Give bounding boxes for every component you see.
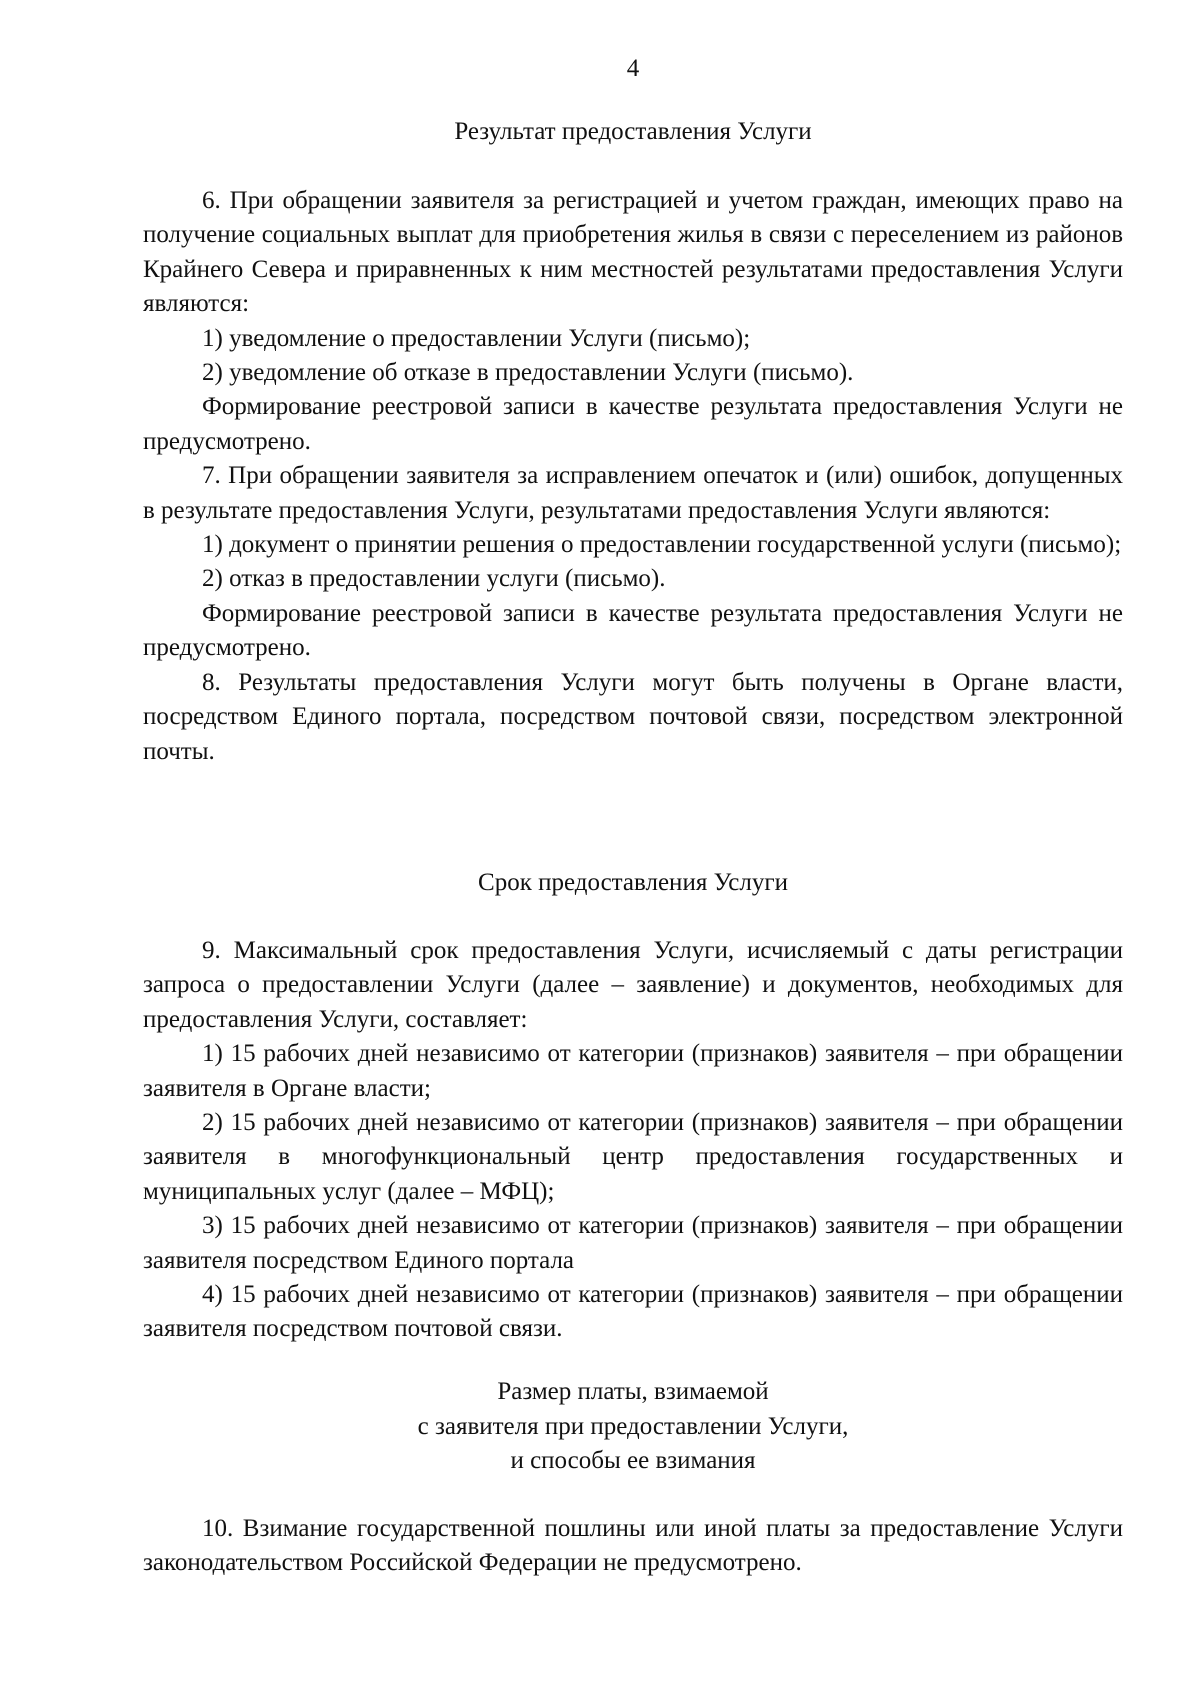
section-body-fee: [143, 1512, 1123, 1581]
section-body-result: [143, 184, 1123, 769]
heading-line: Размер платы, взимаемой: [497, 1378, 769, 1405]
paragraph: 2) уведомление об отказе в предоставлении Услуги (письмо).: [202, 359, 854, 387]
paragraph: Формирование реестровой записи в качестве результата предоставления Услуги не предусмотрено.: [143, 393, 1123, 455]
paragraph: 3) 15 рабочих дней независимо от категории (признаков) заявителя – при обращении заявителя посредством Единого портала: [143, 1212, 1123, 1274]
section-heading-term: Срок предоставления Услуги: [478, 869, 788, 896]
heading-line: и способы ее взимания: [510, 1447, 756, 1474]
paragraph: 1) 15 рабочих дней независимо от категории (признаков) заявителя – при обращении заявителя в Органе власти;: [143, 1040, 1123, 1102]
paragraph: 8. Результаты предоставления Услуги могут быть получены в Органе власти, посредством Единого портала, посредством почтовой связи, посредством электронной почты.: [143, 668, 1123, 765]
paragraph: Формирование реестровой записи в качестве результата предоставления Услуги не предусмотрено.: [143, 599, 1123, 662]
paragraph: 1) документ о принятии решения о предоставлении государственной услуги (письмо);: [202, 531, 1122, 559]
page-number: 4: [626, 55, 640, 82]
paragraph: 7. При обращении заявителя за исправлением опечаток и (или) ошибок, допущенных в результате предоставления Услуги, результатами предоставления Услуги являются:: [143, 462, 1123, 524]
paragraph: 10. Взимание государственной пошлины или иной платы за предоставление Услуги законодательством Российской Федерации не предусмотрено.: [143, 1515, 1123, 1577]
heading-line: с заявителя при предоставлении Услуги,: [417, 1412, 849, 1440]
paragraph: 6. При обращении заявителя за регистрацией и учетом граждан, имеющих право на получение социальных выплат для приобретения жилья в связи с переселением из районов Крайнего Севера и приравненных к ним местностей результатами предоставления Услуги являются:: [143, 187, 1123, 318]
paragraph: 9. Максимальный срок предоставления Услуги, исчисляемый с даты регистрации запроса о предоставлении Услуги (далее – заявление) и документов, необходимых для предоставления Услуги, составляет:: [143, 937, 1123, 1033]
paragraph: 2) 15 рабочих дней независимо от категории (признаков) заявителя – при обращении заявителя в многофункциональный центр предоставления государственных и муниципальных услуг (далее – МФЦ);: [143, 1109, 1123, 1205]
paragraph: 4) 15 рабочих дней независимо от категории (признаков) заявителя – при обращении заявителя посредством почтовой связи.: [143, 1281, 1123, 1343]
paragraph: 2) отказ в предоставлении услуги (письмо).: [202, 565, 666, 593]
section-heading-fee: [143, 1375, 1123, 1479]
section-heading-result: Результат предоставления Услуги: [454, 118, 812, 145]
paragraph: 1) уведомление о предоставлении Услуги (письмо);: [202, 324, 751, 352]
section-body-term: [143, 934, 1123, 1347]
